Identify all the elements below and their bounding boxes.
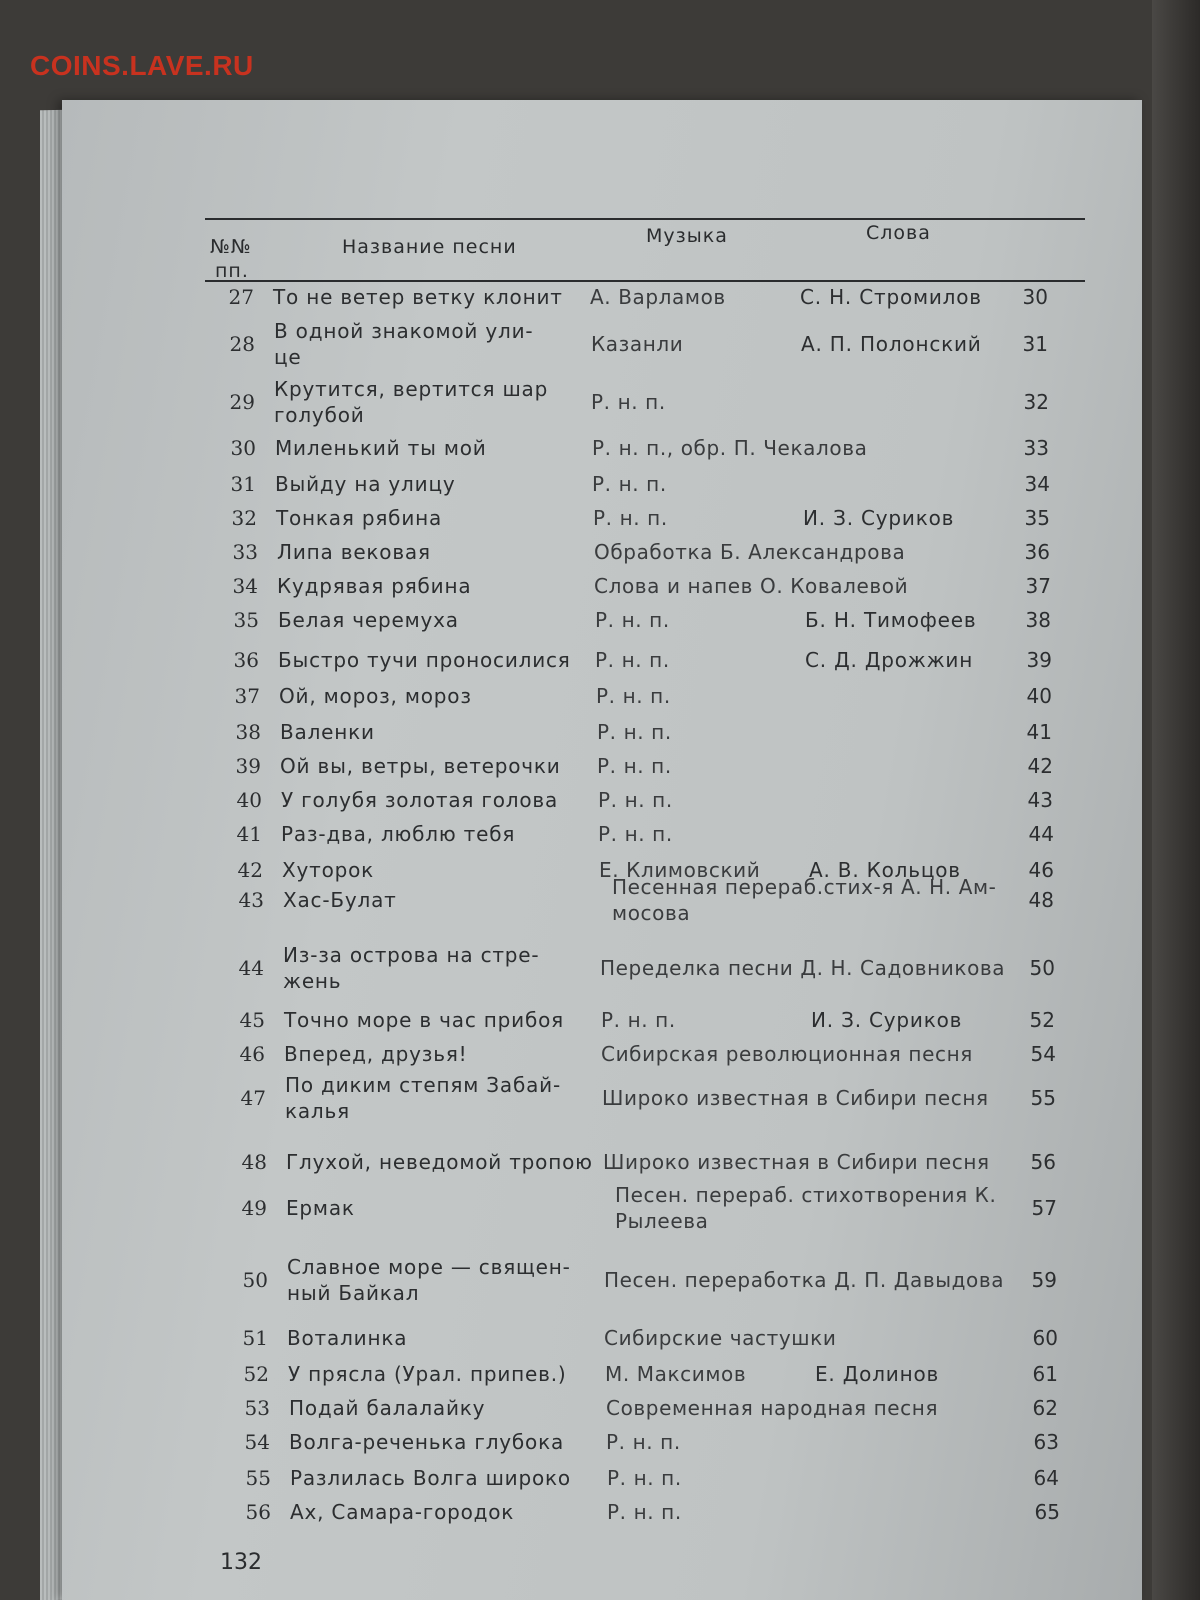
header-num: №№ <box>210 236 252 258</box>
song-page: 38 <box>1025 608 1051 632</box>
row-number: 52 <box>243 1362 269 1386</box>
words-credit: Б. Н. Тимофеев <box>805 608 977 632</box>
row-number: 44 <box>238 956 264 980</box>
song-page: 54 <box>1030 1042 1056 1066</box>
header-bottom-rule <box>205 280 1085 282</box>
background-right <box>1152 0 1200 1600</box>
song-page: 46 <box>1028 858 1054 882</box>
music-credit: Песен. перераб. стихотворения К. <box>615 1183 997 1207</box>
song-title: Ермак <box>286 1196 355 1220</box>
row-number: 27 <box>228 285 254 309</box>
song-page: 37 <box>1025 574 1051 598</box>
book-page <box>62 100 1142 1600</box>
song-title: Глухой, неведомой тропою <box>286 1150 593 1174</box>
header-title: Название песни <box>342 236 517 258</box>
row-number: 37 <box>234 684 260 708</box>
song-title: Хуторок <box>282 858 375 882</box>
music-credit-cont: мосова <box>612 901 691 925</box>
row-number: 35 <box>233 608 259 632</box>
song-page: 43 <box>1027 788 1053 812</box>
row-number: 28 <box>229 332 255 356</box>
music-credit: Казанли <box>591 332 684 356</box>
song-page: 34 <box>1024 472 1050 496</box>
song-title: Вперед, друзья! <box>284 1042 468 1066</box>
song-title: Белая черемуха <box>278 608 459 632</box>
music-credit: Современная народная песня <box>606 1396 939 1420</box>
row-number: 56 <box>245 1500 271 1524</box>
row-number: 45 <box>239 1008 265 1032</box>
music-credit-cont: Рылеева <box>615 1209 709 1233</box>
row-number: 36 <box>233 648 259 672</box>
music-credit: Сибирская революционная песня <box>601 1042 973 1066</box>
song-page: 33 <box>1023 436 1049 460</box>
song-page: 59 <box>1031 1268 1057 1292</box>
words-credit: И. З. Суриков <box>811 1008 963 1032</box>
song-page: 30 <box>1022 285 1048 309</box>
music-credit: Р. н. п. <box>607 1466 682 1490</box>
song-title: Раз-два, люблю тебя <box>281 822 516 846</box>
song-page: 42 <box>1027 754 1053 778</box>
words-credit: Е. Долинов <box>815 1362 940 1386</box>
song-page: 55 <box>1030 1086 1056 1110</box>
song-page: 56 <box>1030 1150 1056 1174</box>
row-number: 38 <box>235 720 261 744</box>
row-number: 49 <box>241 1196 267 1220</box>
row-number: 34 <box>232 574 258 598</box>
music-credit: Р. н. п. <box>606 1430 681 1454</box>
row-number: 31 <box>230 472 256 496</box>
music-credit: М. Максимов <box>605 1362 747 1386</box>
music-credit: Песенная перераб.стих-я А. Н. Ам- <box>612 875 997 899</box>
row-number: 33 <box>232 540 258 564</box>
song-title: Волга-реченька глубока <box>289 1430 565 1454</box>
song-title: Липа вековая <box>277 540 431 564</box>
song-title: У голубя золотая голова <box>281 788 559 812</box>
row-number: 40 <box>236 788 262 812</box>
song-title-cont: голубой <box>274 403 365 427</box>
song-title: Выйду на улицу <box>275 472 456 496</box>
row-number: 51 <box>242 1326 268 1350</box>
song-page: 62 <box>1032 1396 1058 1420</box>
row-number: 55 <box>245 1466 271 1490</box>
header-music: Музыка <box>646 225 728 247</box>
song-title: Быстро тучи проносилися <box>278 648 571 672</box>
music-credit: Р. н. п. <box>591 390 666 414</box>
song-title: Ой, мороз, мороз <box>279 684 472 708</box>
music-credit: Песен. переработка Д. П. Давыдова <box>604 1268 1005 1292</box>
song-page: 50 <box>1029 956 1055 980</box>
song-title: Тонкая рябина <box>276 506 443 530</box>
music-credit: Р. н. п. <box>595 608 670 632</box>
song-title: Воталинка <box>287 1326 408 1350</box>
words-credit: С. Н. Стромилов <box>800 285 982 309</box>
song-title-cont: ный Байкал <box>287 1281 420 1305</box>
song-title: Хас-Булат <box>283 888 397 912</box>
song-page: 63 <box>1033 1430 1059 1454</box>
music-credit: Широко известная в Сибири песня <box>602 1086 989 1110</box>
music-credit: Р. н. п. <box>601 1008 676 1032</box>
music-credit: Переделка песни Д. Н. Садовникова <box>600 956 1006 980</box>
row-number: 48 <box>241 1150 267 1174</box>
song-title-cont: жень <box>283 969 342 993</box>
music-credit: Слова и напев О. Ковалевой <box>594 574 909 598</box>
row-number: 39 <box>235 754 261 778</box>
music-credit: Р. н. п. <box>596 684 671 708</box>
music-credit: Е. Климовский <box>599 858 761 882</box>
music-credit: Р. н. п. <box>593 506 668 530</box>
music-credit: Р. н. п. <box>597 720 672 744</box>
song-title: Валенки <box>280 720 375 744</box>
song-title: В одной знакомой ули- <box>274 319 534 343</box>
song-page: 60 <box>1032 1326 1058 1350</box>
song-title: Из-за острова на стре- <box>283 943 540 967</box>
music-credit: Р. н. п. <box>597 754 672 778</box>
song-page: 64 <box>1033 1466 1059 1490</box>
song-page: 57 <box>1031 1196 1057 1220</box>
song-page: 32 <box>1023 390 1049 414</box>
row-number: 29 <box>229 390 255 414</box>
row-number: 42 <box>237 858 263 882</box>
music-credit: Р. н. п., обр. П. Чекалова <box>592 436 868 460</box>
song-page: 61 <box>1032 1362 1058 1386</box>
row-number: 50 <box>242 1268 268 1292</box>
song-page: 36 <box>1024 540 1050 564</box>
music-credit: Сибирские частушки <box>604 1326 837 1350</box>
song-title: Крутится, вертится шар <box>274 377 549 401</box>
song-page: 35 <box>1024 506 1050 530</box>
music-credit: Широко известная в Сибири песня <box>603 1150 990 1174</box>
music-credit: А. Варламов <box>590 285 726 309</box>
words-credit: А. П. Полонский <box>801 332 982 356</box>
row-number: 30 <box>230 436 256 460</box>
page-number: 132 <box>220 1550 262 1575</box>
song-title-cont: це <box>274 345 302 369</box>
words-credit: И. З. Суриков <box>803 506 955 530</box>
music-credit: Р. н. п. <box>592 472 667 496</box>
row-number: 54 <box>244 1430 270 1454</box>
song-page: 44 <box>1028 822 1054 846</box>
row-number: 41 <box>236 822 262 846</box>
song-page: 40 <box>1026 684 1052 708</box>
song-title: Точно море в час прибоя <box>284 1008 564 1032</box>
row-number: 47 <box>240 1086 266 1110</box>
row-number: 53 <box>244 1396 270 1420</box>
song-title: То не ветер ветку клонит <box>273 285 563 309</box>
song-page: 48 <box>1028 888 1054 912</box>
song-page: 65 <box>1034 1500 1060 1524</box>
song-title: Миленький ты мой <box>275 436 487 460</box>
music-credit: Р. н. п. <box>598 788 673 812</box>
music-credit: Р. н. п. <box>595 648 670 672</box>
music-credit: Р. н. п. <box>598 822 673 846</box>
song-title: Славное море — священ- <box>287 1255 571 1279</box>
music-credit: Р. н. п. <box>607 1500 682 1524</box>
header-words: Слова <box>866 222 931 244</box>
song-title-cont: калья <box>285 1099 350 1123</box>
words-credit: А. В. Кольцов <box>809 858 961 882</box>
song-page: 39 <box>1026 648 1052 672</box>
header-num-2: пп. <box>215 260 249 282</box>
song-title: По диким степям Забай- <box>285 1073 561 1097</box>
header-top-rule <box>205 218 1085 220</box>
song-page: 52 <box>1029 1008 1055 1032</box>
song-page: 41 <box>1026 720 1052 744</box>
song-title: У прясла (Урал. припев.) <box>288 1362 567 1386</box>
music-credit: Обработка Б. Александрова <box>594 540 906 564</box>
song-page: 31 <box>1022 332 1048 356</box>
words-credit: С. Д. Дрожжин <box>805 648 974 672</box>
song-title: Подай балалайку <box>289 1396 486 1420</box>
row-number: 46 <box>239 1042 265 1066</box>
row-number: 43 <box>238 888 264 912</box>
song-title: Разлилась Волга широко <box>290 1466 571 1490</box>
row-number: 32 <box>231 506 257 530</box>
watermark: COINS.LAVE.RU <box>30 50 254 81</box>
song-title: Кудрявая рябина <box>277 574 472 598</box>
song-title: Ах, Самара-городок <box>290 1500 515 1524</box>
song-title: Ой вы, ветры, ветерочки <box>280 754 561 778</box>
